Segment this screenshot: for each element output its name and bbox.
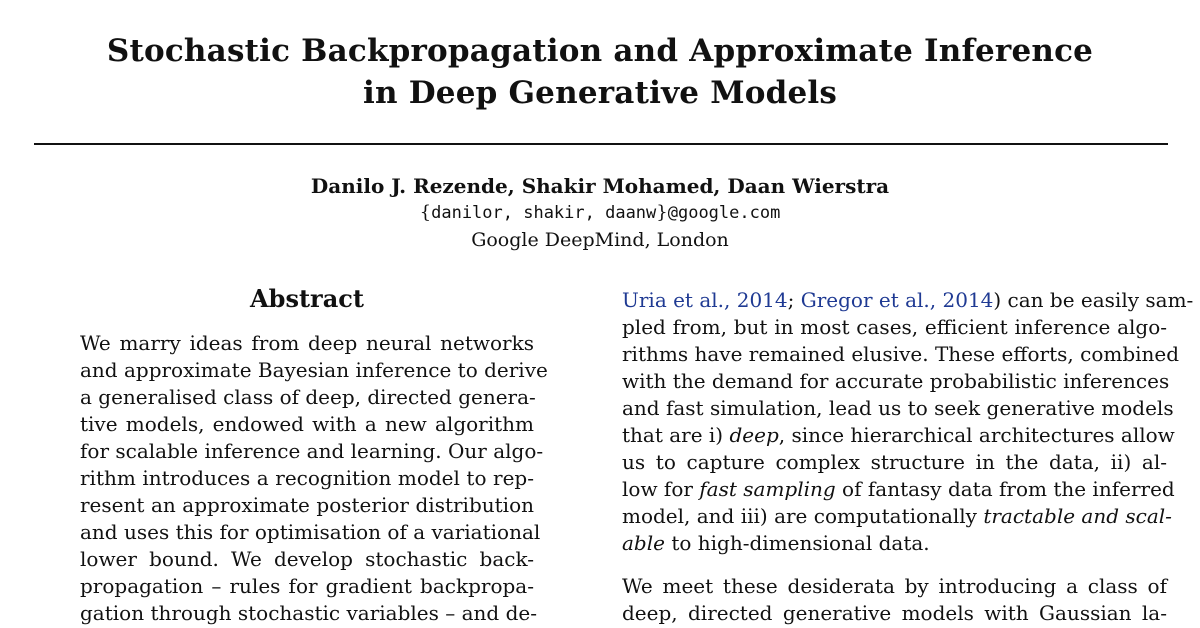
title-line-1: Stochastic Backpropagation and Approximate Inference <box>106 33 1094 69</box>
citation-separator: ; <box>787 288 801 312</box>
abstract-heading: Abstract <box>250 284 364 313</box>
abstract-line: resent an approximate posterior distribution <box>80 493 534 517</box>
intro-line: pled from, but in most cases, efficient inference algo- <box>622 315 1167 339</box>
affiliation: Google DeepMind, London <box>471 229 729 251</box>
intro-line: We meet these desiderata by introducing a class of <box>622 574 1167 598</box>
author-emails <box>0 201 1200 225</box>
abstract-line: We marry ideas from deep neural networks <box>80 331 534 355</box>
citation-link[interactable]: Gregor et al., 2014 <box>800 288 994 312</box>
title-rule <box>34 143 1168 145</box>
intro-line <box>622 530 1167 557</box>
emphasis-text: fast sampling <box>699 477 836 501</box>
abstract-line: a generalised class of deep, directed genera- <box>80 385 536 409</box>
intro-text: to high-dimensional data. <box>664 531 930 555</box>
intro-line <box>622 476 1175 503</box>
abstract-line: rithm introduces a recognition model to rep- <box>80 466 534 490</box>
emphasis-text: able <box>622 531 665 555</box>
intro-line <box>622 422 1175 449</box>
citation-link[interactable]: Uria et al., 2014 <box>622 288 788 312</box>
email-brace-open: { <box>419 202 432 223</box>
author-list: Danilo J. Rezende, Shakir Mohamed, Daan Wierstra <box>310 174 890 198</box>
abstract-line: tive models, endowed with a new algorithm <box>80 412 534 436</box>
intro-line: and fast simulation, lead us to seek generative models <box>622 396 1174 420</box>
abstract-line: gation through stochastic variables – and de- <box>80 601 537 625</box>
intro-text: , since hierarchical architectures allow <box>778 423 1175 447</box>
abstract-line: and uses this for optimisation of a variational <box>80 520 541 544</box>
intro-line: with the demand for accurate probabilistic inferences <box>622 369 1170 393</box>
intro-text: ) can be easily sam- <box>993 288 1194 312</box>
email-domain: @google.com <box>667 203 781 223</box>
abstract-line: and approximate Bayesian inference to derive <box>80 358 548 382</box>
abstract-line: propagation – rules for gradient backpropa- <box>80 574 534 598</box>
emphasis-text: tractable and scal- <box>983 504 1172 528</box>
intro-line <box>622 287 1194 314</box>
email-brace-close: } <box>656 202 668 223</box>
title-line-2: in Deep Generative Models <box>362 75 838 111</box>
email-names: danilor, shakir, daanw <box>431 203 657 223</box>
abstract-line: lower bound. We develop stochastic back- <box>80 547 534 571</box>
intro-text: low for <box>622 477 700 501</box>
intro-line: us to capture complex structure in the data, ii) al- <box>622 450 1167 474</box>
intro-text: that are i) <box>622 423 730 447</box>
intro-text: model, and iii) are computationally <box>622 504 984 528</box>
intro-line <box>622 503 1172 530</box>
intro-line: deep, directed generative models with Gaussian la- <box>622 601 1167 625</box>
intro-text: of fantasy data from the inferred <box>835 477 1175 501</box>
intro-line: rithms have remained elusive. These efforts, combined <box>622 342 1180 366</box>
abstract-line: for scalable inference and learning. Our algo- <box>80 439 544 463</box>
emphasis-text: deep <box>729 423 779 447</box>
paper-title <box>0 30 1200 114</box>
